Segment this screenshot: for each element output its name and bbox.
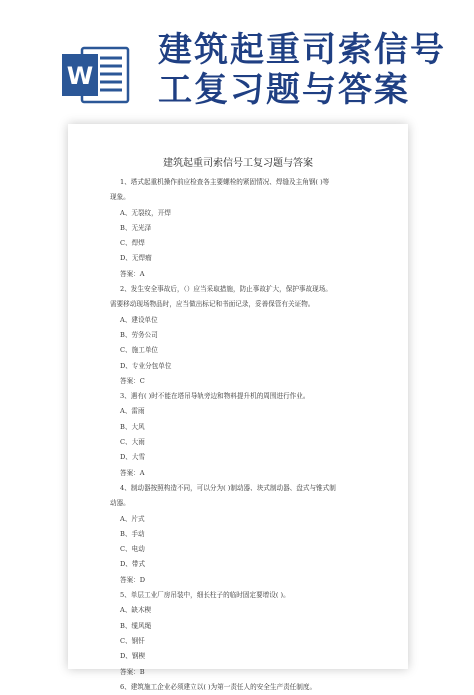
question-stem: 2、发生安全事故后，（）应当采取措施，防止事故扩大，保护事故现场。 [120, 285, 332, 294]
answer-option: D、大雪 [120, 453, 146, 462]
answer-option: B、无光泽 [120, 223, 152, 232]
answer-option: B、手动 [120, 529, 145, 538]
question-block [110, 282, 378, 389]
answer-option: B、大风 [120, 422, 145, 431]
document-content [68, 175, 408, 695]
answer-option: C、大雨 [120, 438, 145, 447]
question-stem-continued: 现象。 [110, 193, 130, 202]
answer-option: A、片式 [120, 514, 145, 523]
question-stem: 5、单层工业厂房吊装中，细长柱子的临时固定要增设( )。 [120, 591, 290, 600]
question-stem-continued: 动器。 [110, 499, 130, 508]
banner-title-line2: 工复习题与答案 [158, 70, 410, 110]
question-block [110, 481, 378, 588]
question-block [120, 389, 378, 481]
answer-key: 答案：A [120, 269, 145, 278]
header-banner [0, 0, 474, 120]
answer-option: C、电动 [120, 545, 145, 554]
answer-option: D、专业分包单位 [120, 361, 172, 370]
word-letter: W [66, 62, 94, 90]
question-stem-continued: 需要移动现场物品时，应当做出标记和书面记录，妥善保管有关证物。 [110, 300, 315, 309]
document-page [68, 124, 408, 691]
answer-option: C、施工单位 [120, 346, 159, 355]
banner-title-line1: 建筑起重司索信号 [158, 30, 446, 70]
answer-option: B、劳务公司 [120, 330, 158, 339]
answer-option: A、建设单位 [120, 315, 158, 324]
document-title: 建筑起重司索信号工复习题与答案 [163, 158, 313, 169]
question-stem: 1、塔式起重机操作前应检查各主要螺栓的紧固情况、焊缝及主角钢( )等 [120, 178, 330, 186]
answer-option: C、焊焊 [120, 239, 145, 248]
word-doc-icon [60, 44, 132, 106]
answer-option: C、钢钎 [120, 636, 145, 645]
answer-key: 答案：C [120, 376, 145, 385]
answer-key: 答案：B [120, 667, 145, 676]
answer-option: D、带式 [120, 560, 146, 569]
answer-option: B、缆风绳 [120, 621, 152, 630]
question-block [110, 175, 378, 282]
question-stem: 3、遇有( )时不能在塔吊导轨旁边和物料提升机的周围进行作业。 [120, 392, 310, 401]
question-stem: 4、制动器按照构造不同，可以分为( )制动器、块式制动器、盘式与锥式制 [120, 483, 336, 492]
question-stem: 6、建筑施工企业必须建立以( )为第一责任人的安全生产责任制度。 [120, 682, 317, 691]
banner-title [158, 30, 458, 110]
answer-key: 答案：D [120, 575, 146, 584]
answer-option: D、钢楔 [120, 652, 146, 661]
answer-option: D、无焊瘤 [120, 254, 152, 263]
question-block [120, 680, 378, 695]
answer-option: A、雷雨 [120, 407, 145, 416]
answer-option: A、缺木楔 [120, 606, 152, 615]
answer-option: A、无裂纹，开焊 [120, 208, 171, 217]
question-block [120, 588, 378, 680]
answer-key: 答案：A [120, 468, 145, 477]
